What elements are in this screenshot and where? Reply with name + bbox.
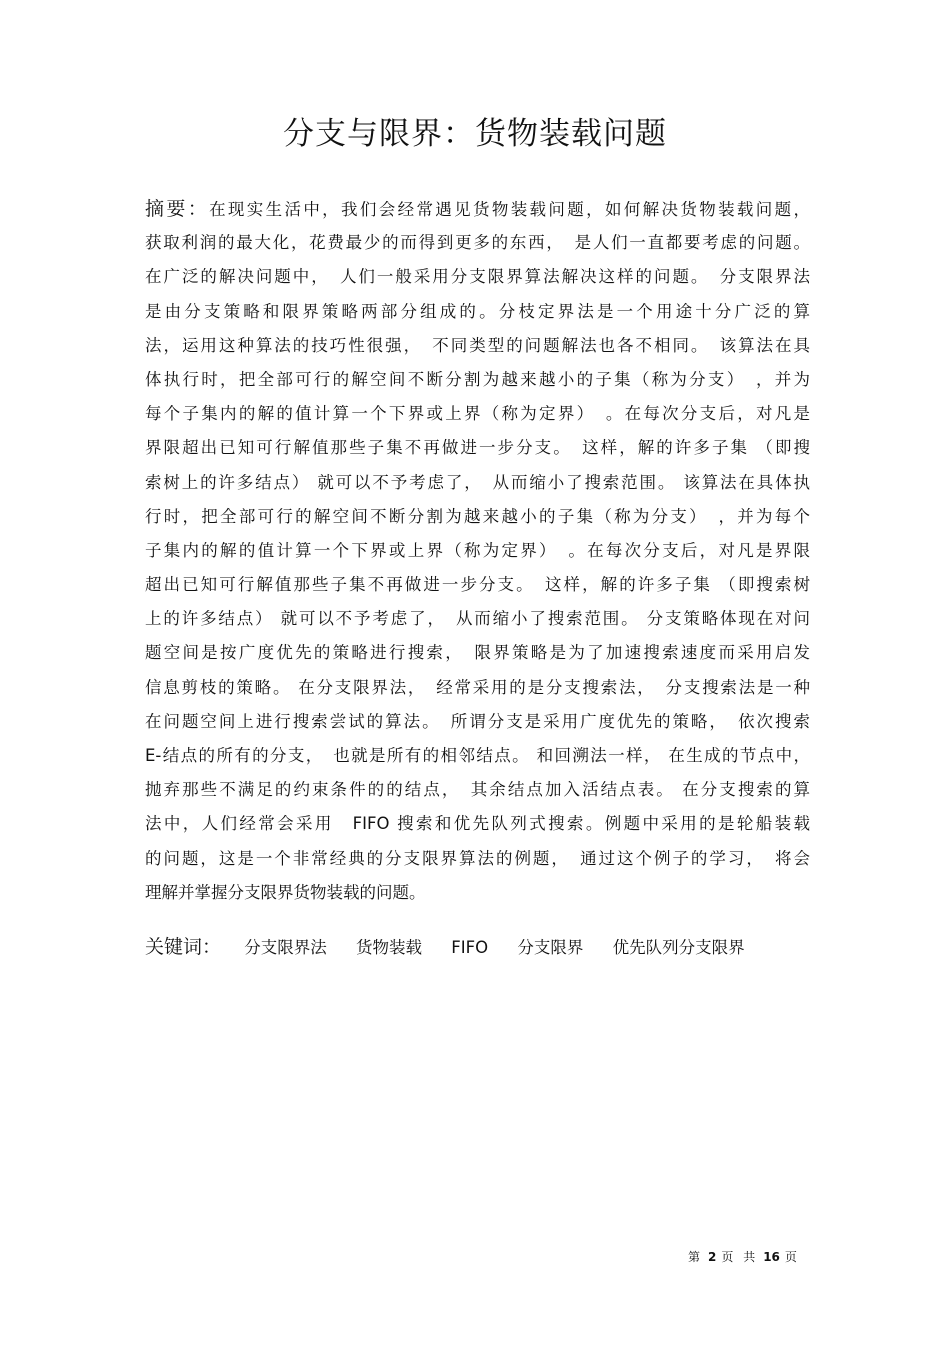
keywords-section	[145, 930, 810, 964]
abstract-line: 信息剪枝的策略。 在分支限界法， 经常采用的是分支搜索法， 分支搜索法是一种	[145, 677, 810, 697]
keyword-item: 分支限界	[517, 938, 584, 957]
abstract-line: 是由分支策略和限界策略两部分组成的。分枝定界法是一个用途十分广泛的算	[145, 301, 810, 321]
current-page-number: 2	[708, 1250, 717, 1264]
abstract-line: 在广泛的解决问题中， 人们一般采用分支限界算法解决这样的问题。 分支限界法	[145, 267, 810, 287]
abstract-line: 上的许多结点） 就可以不予考虑了， 从而缩小了搜索范围。 分支策略体现在对问	[145, 609, 810, 629]
keywords-label: 关键词：	[145, 936, 222, 958]
abstract-line: E-结点的所有的分支， 也就是所有的相邻结点。 和回溯法一样， 在生成的节点中，	[145, 746, 810, 765]
footer-middle: 页 共	[721, 1250, 759, 1264]
abstract-line: 获取利润的最大化，花费最少的而得到更多的东西， 是人们一直都要考虑的问题。	[145, 233, 810, 253]
page-number-footer	[688, 1247, 800, 1267]
footer-suffix: 页	[784, 1250, 800, 1264]
keyword-item: FIFO	[451, 938, 489, 957]
document-title: 分支与限界：货物装载问题	[283, 116, 667, 152]
abstract-line: 法，运用这种算法的技巧性很强， 不同类型的问题解法也各不相同。 该算法在具	[145, 335, 810, 355]
abstract-line: 界限超出已知可行解值那些子集不再做进一步分支。 这样，解的许多子集 （即搜	[145, 438, 810, 458]
footer-prefix: 第	[688, 1250, 704, 1264]
abstract-line: 索树上的许多结点） 就可以不予考虑了， 从而缩小了搜索范围。 该算法在具体执	[145, 472, 810, 492]
abstract-line	[145, 192, 810, 226]
abstract-line: 每个子集内的解的值计算一个下界或上界（称为定界） 。在每次分支后，对凡是	[145, 404, 810, 424]
abstract-text: 在现实生活中，我们会经常遇见货物装载问题，如何解决货物装载问题，	[209, 200, 810, 219]
abstract-line: 法中，人们经常会采用 FIFO 搜索和优先队列式搜索。例题中采用的是轮船装载	[145, 814, 810, 834]
keyword-item: 分支限界法	[244, 938, 327, 957]
keyword-item: 优先队列分支限界	[612, 938, 745, 957]
abstract-line: 抛弃那些不满足的约束条件的的结点， 其余结点加入活结点表。 在分支搜索的算	[145, 780, 810, 800]
abstract-line: 理解并掌握分支限界货物装载的问题。	[145, 882, 426, 902]
abstract-label: 摘要：	[145, 198, 210, 220]
total-page-count: 16	[763, 1250, 780, 1264]
abstract-line: 行时，把全部可行的解空间不断分割为越来越小的子集（称为分支） ，并为每个	[145, 506, 810, 526]
abstract-section	[145, 192, 810, 910]
abstract-line: 超出已知可行解值那些子集不再做进一步分支。 这样，解的许多子集 （即搜索树	[145, 575, 810, 595]
abstract-line: 在问题空间上进行搜索尝试的算法。 所谓分支是采用广度优先的策略， 依次搜索	[145, 711, 810, 731]
abstract-line: 子集内的解的值计算一个下界或上界（称为定界） 。在每次分支后，对凡是界限	[145, 540, 810, 560]
keyword-item: 货物装载	[356, 938, 423, 957]
abstract-line: 的问题，这是一个非常经典的分支限界算法的例题， 通过这个例子的学习， 将会	[145, 848, 810, 868]
abstract-line: 题空间是按广度优先的策略进行搜索， 限界策略是为了加速搜索速度而采用启发	[145, 643, 810, 663]
abstract-line: 体执行时，把全部可行的解空间不断分割为越来越小的子集（称为分支） ，并为	[145, 369, 810, 389]
